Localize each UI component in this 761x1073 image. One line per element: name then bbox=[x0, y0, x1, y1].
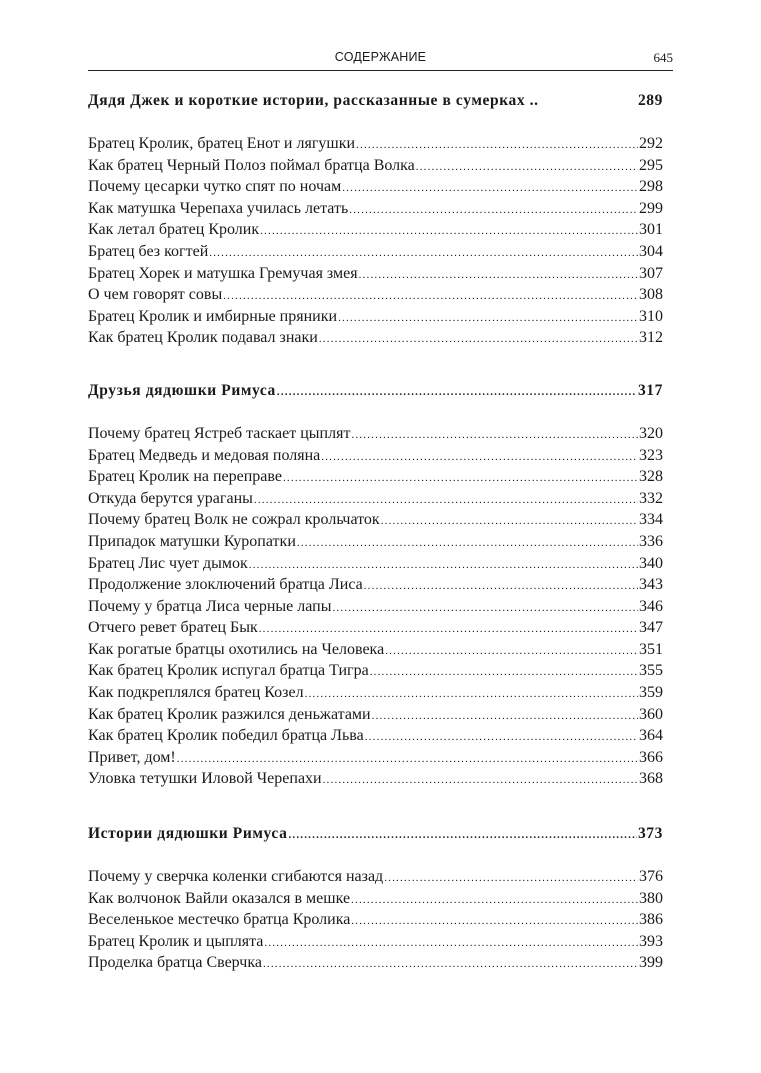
entry-title: Братец Хорек и матушка Гремучая змея bbox=[88, 264, 358, 282]
entry-title: Как матушка Черепаха училась летать bbox=[88, 199, 349, 217]
section-entries bbox=[88, 866, 663, 974]
toc-entry[interactable] bbox=[88, 133, 663, 155]
section-page: 373 bbox=[637, 825, 663, 843]
toc-entry[interactable] bbox=[88, 888, 663, 910]
entry-title: Почему братец Волк не сожрал крольчаток bbox=[88, 511, 380, 529]
entry-page: 340 bbox=[639, 554, 663, 572]
header-title: СОДЕРЖАНИЕ bbox=[334, 50, 427, 64]
section-heading[interactable] bbox=[88, 825, 663, 847]
table-of-contents bbox=[88, 92, 663, 974]
toc-entry[interactable] bbox=[88, 327, 663, 349]
section-title: Истории дядюшки Римуса bbox=[88, 825, 288, 843]
leader-dots bbox=[209, 243, 638, 265]
toc-entry[interactable] bbox=[88, 952, 663, 974]
entry-page: 328 bbox=[639, 468, 663, 486]
entry-page: 355 bbox=[639, 662, 663, 680]
leader-dots bbox=[259, 619, 638, 641]
toc-entry[interactable] bbox=[88, 725, 663, 747]
entry-title: Отчего ревет братец Бык bbox=[88, 619, 258, 637]
entry-page: 380 bbox=[639, 889, 663, 907]
toc-entry[interactable] bbox=[88, 176, 663, 198]
entry-page: 299 bbox=[639, 199, 663, 217]
entry-page: 399 bbox=[639, 954, 663, 972]
entry-title: Почему цесарки чутко спят по ночам bbox=[88, 178, 342, 196]
entry-page: 308 bbox=[639, 286, 663, 304]
section-entries bbox=[88, 423, 663, 790]
section-title: Друзья дядюшки Римуса bbox=[88, 381, 276, 399]
entry-title: Братец Лис чует дымок bbox=[88, 554, 248, 572]
toc-section bbox=[88, 825, 663, 974]
entry-page: 295 bbox=[639, 156, 663, 174]
toc-entry[interactable] bbox=[88, 466, 663, 488]
entry-title: Привет, дом! bbox=[88, 748, 176, 766]
entry-page: 301 bbox=[639, 221, 663, 239]
leader-dots bbox=[263, 954, 638, 976]
leader-dots bbox=[305, 684, 638, 706]
toc-entry[interactable] bbox=[88, 596, 663, 618]
toc-entry[interactable] bbox=[88, 574, 663, 596]
entry-title: Как братец Кролик испугал братца Тигра bbox=[88, 662, 369, 680]
leader-dots bbox=[356, 135, 638, 157]
leader-dots bbox=[338, 308, 638, 330]
running-header bbox=[88, 48, 673, 71]
toc-entry[interactable] bbox=[88, 488, 663, 510]
entry-page: 334 bbox=[639, 511, 663, 529]
toc-entry[interactable] bbox=[88, 219, 663, 241]
entry-title: Как братец Черный Полоз поймал братца Волка bbox=[88, 156, 415, 174]
entry-title: Веселенькое местечко братца Кролика bbox=[88, 911, 351, 929]
leader-dots bbox=[277, 386, 637, 398]
entry-page: 304 bbox=[639, 242, 663, 260]
entry-title: Как подкреплялся братец Козел bbox=[88, 684, 304, 702]
section-title: Дядя Джек и короткие истории, рассказанные в сумерках .. bbox=[88, 92, 539, 109]
entry-title: Откуда берутся ураганы bbox=[88, 489, 253, 507]
entry-page: 343 bbox=[639, 576, 663, 594]
leader-dots bbox=[381, 511, 638, 533]
toc-entry[interactable] bbox=[88, 306, 663, 328]
toc-entry[interactable] bbox=[88, 660, 663, 682]
entry-page: 386 bbox=[639, 911, 663, 929]
entry-page: 360 bbox=[639, 705, 663, 723]
leader-dots bbox=[264, 933, 638, 955]
entry-title: Как летал братец Кролик bbox=[88, 221, 260, 239]
entry-page: 366 bbox=[639, 748, 663, 766]
toc-entry[interactable] bbox=[88, 639, 663, 661]
toc-entry[interactable] bbox=[88, 931, 663, 953]
entry-page: 351 bbox=[639, 640, 663, 658]
leader-dots bbox=[351, 425, 638, 447]
entry-title: Проделка братца Сверчка bbox=[88, 954, 262, 972]
leader-dots bbox=[288, 829, 637, 841]
toc-entry[interactable] bbox=[88, 617, 663, 639]
entry-page: 368 bbox=[639, 770, 663, 788]
toc-entry[interactable] bbox=[88, 866, 663, 888]
entry-title: Братец Медведь и медовая поляна bbox=[88, 446, 321, 464]
entry-title: Почему братец Ястреб таскает цыплят bbox=[88, 424, 351, 442]
leader-dots bbox=[351, 911, 638, 933]
header-page-number: 645 bbox=[653, 50, 673, 65]
leader-dots bbox=[416, 157, 638, 179]
entry-title: Братец Кролик, братец Енот и лягушки bbox=[88, 135, 356, 152]
entry-title: Братец Кролик и имбирные пряники bbox=[88, 307, 338, 325]
entry-title: Как братец Кролик разжился деньжатами bbox=[88, 705, 371, 723]
section-heading[interactable] bbox=[88, 92, 663, 114]
leader-dots bbox=[321, 447, 638, 469]
toc-entry[interactable] bbox=[88, 445, 663, 467]
toc-entry[interactable] bbox=[88, 423, 663, 445]
toc-section bbox=[88, 92, 663, 349]
section-heading[interactable] bbox=[88, 382, 663, 404]
entry-page: 310 bbox=[639, 307, 663, 325]
entry-title: Почему у братца Лиса черные лапы bbox=[88, 597, 332, 615]
entry-page: 298 bbox=[639, 178, 663, 196]
leader-dots bbox=[177, 749, 638, 771]
toc-entry[interactable] bbox=[88, 768, 663, 790]
entry-title: Братец Кролик и цыплята bbox=[88, 932, 264, 950]
leader-dots bbox=[332, 598, 638, 620]
entry-title: Продолжение злоключений братца Лиса bbox=[88, 576, 363, 594]
toc-entry[interactable] bbox=[88, 682, 663, 704]
section-page: 289 bbox=[637, 92, 663, 109]
entry-page: 359 bbox=[639, 684, 663, 702]
toc-entry[interactable] bbox=[88, 531, 663, 553]
leader-dots bbox=[342, 178, 638, 200]
entry-page: 312 bbox=[639, 329, 663, 347]
entry-page: 393 bbox=[639, 932, 663, 950]
leader-dots bbox=[254, 490, 638, 512]
entry-title: Почему у сверчка коленки сгибаются назад bbox=[88, 868, 384, 886]
entry-page: 307 bbox=[639, 264, 663, 282]
entry-title: Как братец Кролик подавал знаки bbox=[88, 329, 318, 347]
entry-page: 323 bbox=[639, 446, 663, 464]
toc-entry[interactable] bbox=[88, 155, 663, 177]
entry-page: 332 bbox=[639, 489, 663, 507]
toc-entry[interactable] bbox=[88, 909, 663, 931]
leader-dots bbox=[319, 329, 638, 351]
entry-title: Братец без когтей bbox=[88, 242, 209, 260]
entry-title: Как рогатые братцы охотились на Человека bbox=[88, 640, 385, 658]
section-entries bbox=[88, 133, 663, 349]
toc-entry[interactable] bbox=[88, 509, 663, 531]
entry-page: 376 bbox=[639, 868, 663, 886]
entry-page: 292 bbox=[639, 135, 663, 152]
leader-dots bbox=[359, 265, 638, 287]
section-page: 317 bbox=[637, 381, 663, 399]
entry-page: 336 bbox=[639, 532, 663, 550]
leader-dots bbox=[372, 706, 638, 728]
entry-page: 320 bbox=[639, 424, 663, 442]
leader-dots bbox=[384, 868, 638, 890]
leader-dots bbox=[385, 641, 638, 663]
leader-dots bbox=[370, 662, 638, 684]
toc-entry[interactable] bbox=[88, 198, 663, 220]
toc-entry[interactable] bbox=[88, 263, 663, 285]
leader-dots bbox=[297, 533, 638, 555]
entry-title: Как волчонок Вайли оказался в мешке bbox=[88, 889, 351, 907]
entry-title: Как братец Кролик победил братца Льва bbox=[88, 727, 364, 745]
entry-page: 364 bbox=[639, 727, 663, 745]
entry-title: Припадок матушки Куропатки bbox=[88, 532, 296, 550]
toc-section bbox=[88, 382, 663, 790]
toc-entry[interactable] bbox=[88, 704, 663, 726]
leader-dots bbox=[351, 890, 638, 912]
leader-dots bbox=[364, 576, 638, 598]
entry-title: О чем говорят совы bbox=[88, 286, 223, 304]
entry-title: Уловка тетушки Иловой Черепахи bbox=[88, 770, 322, 788]
toc-entry[interactable] bbox=[88, 284, 663, 306]
leader-dots bbox=[349, 200, 638, 222]
leader-dots bbox=[260, 221, 638, 243]
toc-entry[interactable] bbox=[88, 747, 663, 769]
entry-title: Братец Кролик на переправе bbox=[88, 468, 282, 486]
leader-dots bbox=[223, 286, 638, 308]
leader-dots bbox=[323, 770, 638, 792]
toc-entry[interactable] bbox=[88, 553, 663, 575]
leader-dots bbox=[249, 555, 638, 577]
entry-page: 347 bbox=[639, 619, 663, 637]
toc-entry[interactable] bbox=[88, 241, 663, 263]
entry-page: 346 bbox=[639, 597, 663, 615]
leader-dots bbox=[365, 727, 638, 749]
leader-dots bbox=[283, 468, 638, 490]
